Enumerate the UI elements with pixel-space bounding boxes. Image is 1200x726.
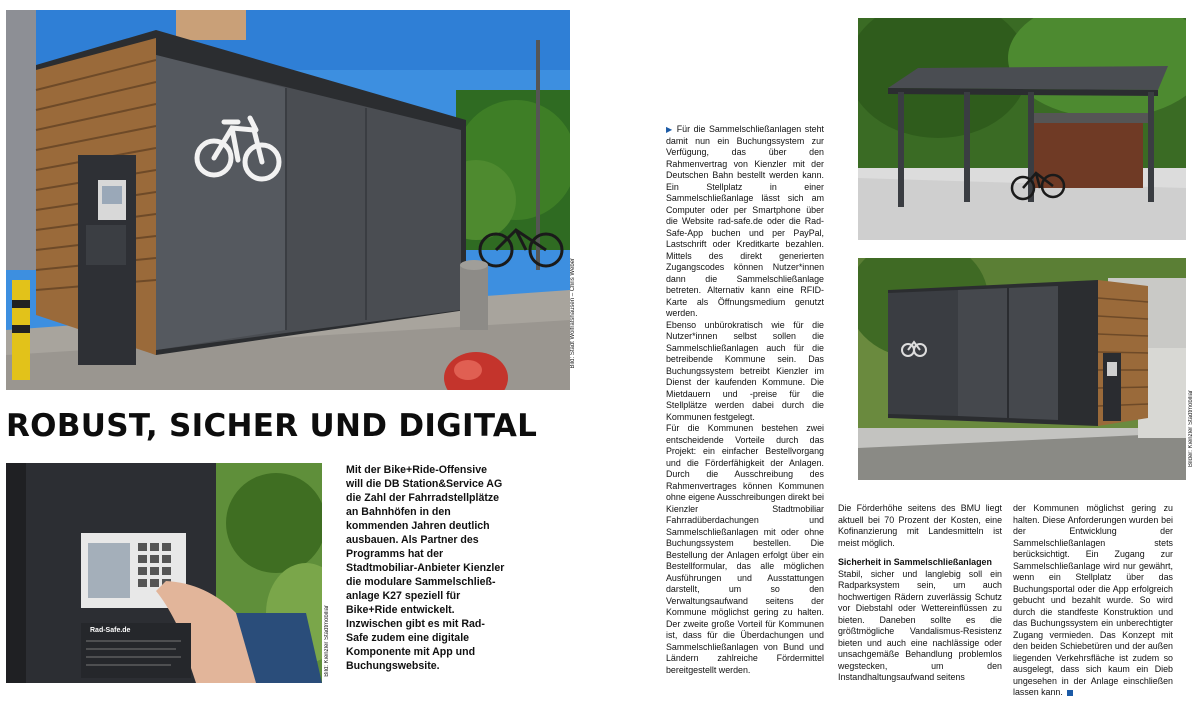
- col1-paragraph-2: Ebenso unbürokratisch wie für die Nutzer*innen selbst sollen die Sammelschließanlagen auch für die betreibende Kommune sein. Das Buchungssystem betreibt Kienzler im Dienst der kaufenden Kommune. Die Mietdauern und -preise für die Stellplätze werden dabei durch die Kommunen festgelegt.: [666, 319, 824, 422]
- col1-p1-text: Für die Sammelschließanlagen steht damit nun ein Buchungssystem zur Verfügung, das über den Rahmenvertrag von Kienzler mit der Deutschen Bahn bestellt werden kann. Ein Stellplatz in einer Sammelschließanlage lässt sich am Computer oder per Smartphone über die Website rad-safe.de oder die Rad-Safe-App buchen und per PayPal, Lastschrift oder Kreditkarte bezahlen. Mittels des direkt generierten Zugangscodes können Nutzer*innen dann die Sammelschließanlage betreten. Alternativ kann eine RFID-Karte als Öffnungsmedium genutzt werden.: [666, 124, 825, 318]
- page-title: ROBUST, SICHER UND DIGITAL: [6, 408, 538, 444]
- photo-main-bike-locker: [6, 10, 570, 390]
- credit-photo-main: Bild: Stadt Wolfratshausen – Chris Weber: [570, 258, 576, 369]
- end-mark-icon: [1067, 690, 1073, 696]
- triangle-icon: ▶: [666, 125, 674, 134]
- credit-photos-right: Bilder: Kienzler Stadtmobiliar: [1188, 390, 1194, 468]
- photo-closed-locker: [858, 258, 1186, 480]
- intro-paragraph: Mit der Bike+Ride-Offensive will die DB Station&Service AG die Zahl der Fahrradstellplätze an Bahnhöfen in den kommenden Jahren deutlich ausbauen. Als Partner des Programms hat der Stadtmobiliar-Anbieter Kienzler die modulare Sammelschließ-anlage K27 speziell für Bike+Ride entwickelt. Inzwischen gibt es mit Rad-Safe zudem eine digitale Komponente mit App und Buchungswebsite.: [346, 464, 505, 672]
- terminal-sign-label: Rad-Safe.de: [90, 627, 131, 634]
- col2-paragraph-2: Stabil, sicher und langlebig soll ein Radparksystem sein, um auch hochwertigen Rädern zuverlässig Schutz vor Diebstahl oder Wettereinflüssen zu bieten. Daneben sollte es die größtmögliche Vandalismus-Resistenz bieten und auch eine nachlässige oder unsachgemäße Behandlung problemlos wegstecken, um den Instandhaltungsaufwand seitens: [838, 568, 1002, 682]
- col3-paragraph-1: [1013, 503, 1173, 699]
- col2-paragraph-1: Die Förderhöhe seitens des BMU liegt aktuell bei 70 Prozent der Kosten, eine Kofinanzierung mit Landesmitteln ist meist möglich.: [838, 503, 1002, 548]
- text-column-1: [666, 124, 824, 676]
- col2-subheading: Sicherheit in Sammelschließanlagen: [838, 557, 992, 567]
- photo-terminal-keypad: [6, 463, 322, 683]
- col1-paragraph-3: Für die Kommunen bestehen zwei entscheidende Vorteile durch das Projekt: ein einfacher Bestellvorgang und die Förderfähigkeit der Anlagen. Durch die Ausschreibung des Rahmenvertrages können Kommunen ohne eigene Ausschreibungen direkt bei Kienzler Stadtmobiliar Fahrradüberdachungen und Sammelschließanlagen mit oder ohne Buchungssystem bestellen. Die Bestellung der Anlagen erfolgt über ein Bestellformular, das alle möglichen Ausführungen und Ausstattungen darstellt, um so den Verwaltungsaufwand seitens der Kommune möglichst gering zu halten. Der zweite große Vorteil für Kommunen ist, dass für die Überdachungen und Sammelschließanlagen von Bund und Ländern zahlreiche Fördermittel bereitgestellt werden.: [666, 423, 824, 675]
- credit-photo-terminal: Bild: Kienzler Stadtmobiliar: [324, 605, 330, 677]
- col3-p1-text: der Kommunen möglichst gering zu halten. Diese Anforderungen wurden bei der Entwicklung der Sammelschließanlagen stets berücksichtigt. Ein Zugang zur Sammelschließanlage wird nur gewährt, wenn ein Stellplatz über das Buchungsportal oder die App erfolgreich gebucht und bezahlt wurde. So wird durch die standfeste Konstruktion und das Buchungssystem ein unberechtigter Zugang vermieden. Das Konzept mit den beiden Schiebetüren und der außen liegenden Verkehrsfläche ist zudem so ausgelegt, dass sich kaum ein Dieb ungesehen in der Anlage einschließen lassen kann.: [1013, 503, 1173, 697]
- text-column-2: [838, 503, 1002, 684]
- text-column-3: [1013, 503, 1173, 699]
- photo-open-shelter: [858, 18, 1186, 240]
- col1-paragraph-1: [666, 124, 824, 320]
